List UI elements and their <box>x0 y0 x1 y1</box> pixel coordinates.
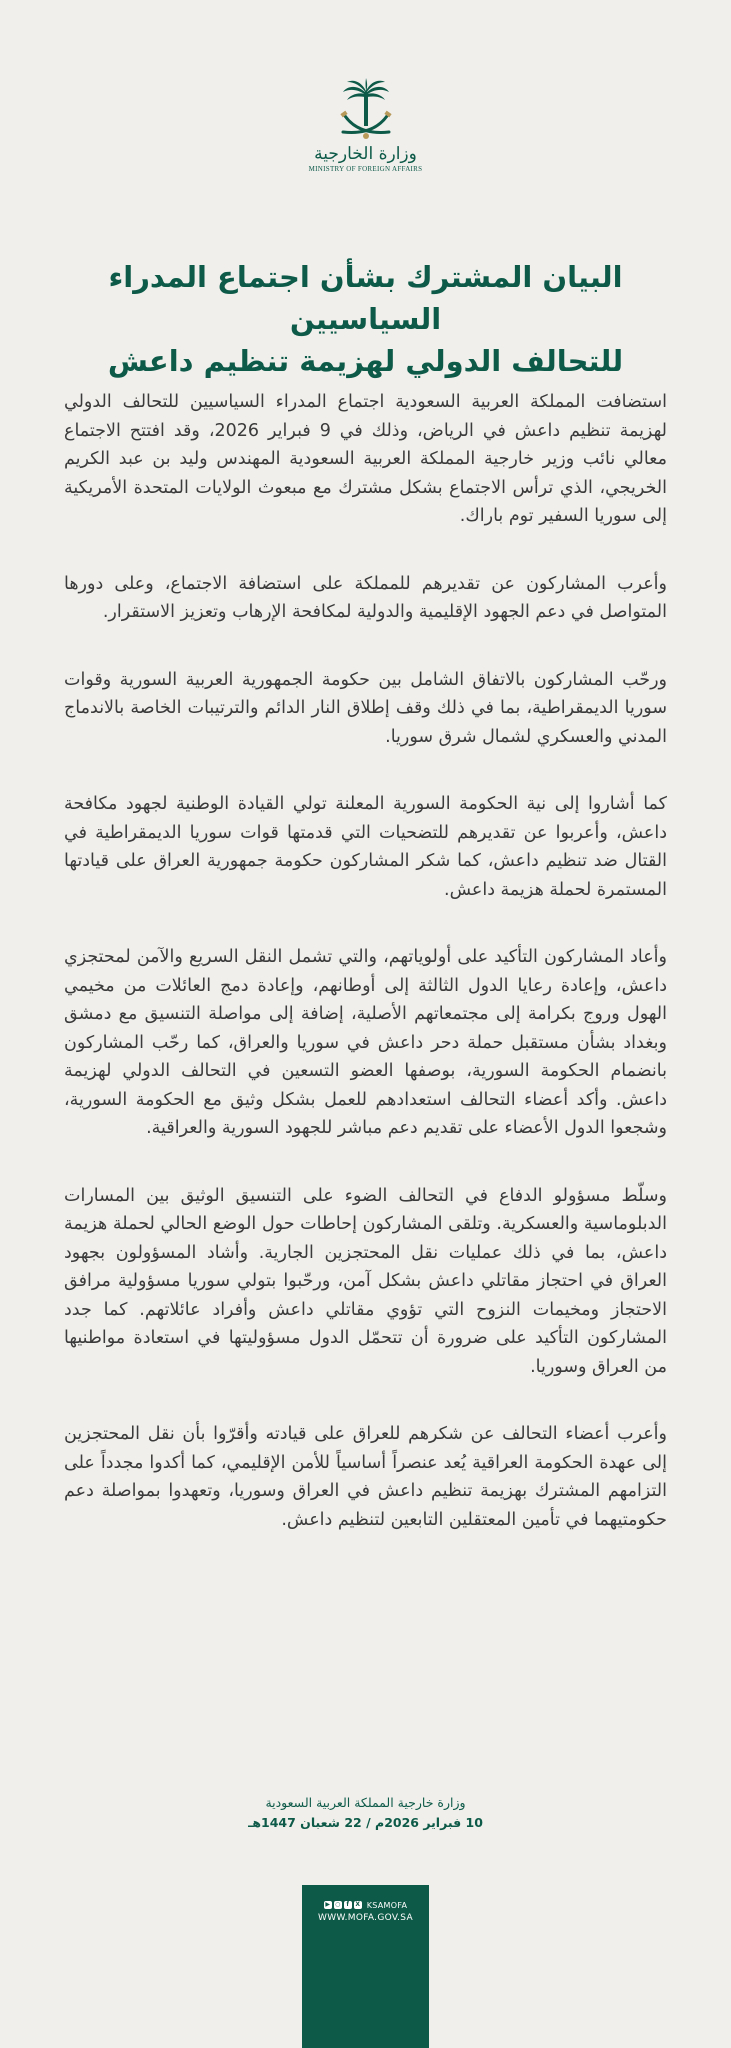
signature-date: 10 فبراير 2026م / 22 شعبان 1447هـ <box>248 1815 483 1830</box>
website-link[interactable]: WWW.MOFA.GOV.SA <box>318 1913 413 1923</box>
paragraph: وأعرب المشاركون عن تقديرهم للمملكة على استضافة الاجتماع، وعلى دورها المتواصل في دعم الجهود الإقليمية والدولية لمكافحة الإرهاب وتعزيز الاستقرار. <box>64 573 667 622</box>
title-line-1: البيان المشترك بشأن اجتماع المدراء السياسيين <box>108 260 623 336</box>
statement-body <box>64 388 667 1573</box>
social-icons-row <box>302 1899 429 1911</box>
facebook-icon[interactable]: f <box>344 1901 352 1909</box>
signature-organization: وزارة خارجية المملكة العربية السعودية <box>265 1795 466 1810</box>
instagram-icon[interactable]: ○ <box>335 1901 341 1908</box>
paragraph: استضافت المملكة العربية السعودية اجتماع المدراء السياسيين للتحالف الدولي لهزيمة تنظيم داعش في الرياض، وذلك في 9 فبراير 2026، وقد افتتح الاجتماع معالي نائب وزير خارجية المملكة العربية السعودية المهندس وليد بن عبد الكريم الخريجي، الذي ترأس الاجتماع بشكل مشترك مع مبعوث الولايات المتحدة الأمريكية إلى سوريا السفير توم باراك. <box>64 392 667 526</box>
social-handle[interactable]: KSAMOFA <box>366 1900 408 1910</box>
ministry-emblem <box>0 78 731 173</box>
footer-contact-box <box>302 1885 429 2048</box>
paragraph: وسلّط مسؤولو الدفاع في التحالف الضوء على التنسيق الوثيق بين المسارات الدبلوماسية والعسكرية. وتلقى المشاركون إحاطات حول الوضع الحالي لحملة هزيمة داعش، بما في ذلك عمليات نقل المحتجزين الجارية. وأشاد المسؤولون بجهود العراق في احتجاز مقاتلي داعش بشكل آمن، ورحّبوا بتولي سوريا مسؤولية مرافق الاحتجاز ومخيمات النزوح التي تؤوي مقاتلي داعش وأفراد عائلاتهم. كما جدد المشاركون التأكيد على ضرورة أن تتحمّل الدول مسؤوليتها في استعادة مواطنيها من العراق وسوريا. <box>64 1185 667 1377</box>
ministry-name-english: MINISTRY OF FOREIGN AFFAIRS <box>308 165 423 173</box>
paragraph: ورحّب المشاركون بالاتفاق الشامل بين حكومة الجمهورية العربية السورية وقوات سوريا الديمقراطية، بما في ذلك وقف إطلاق النار الدائم والترتيبات الخاصة بالاندماج المدني والعسكري لشمال شرق سوريا. <box>64 669 667 747</box>
x-icon[interactable]: X <box>355 1901 361 1908</box>
paragraph: كما أشاروا إلى نية الحكومة السورية المعلنة تولي القيادة الوطنية لجهود مكافحة داعش، وأعربوا عن تقديرهم للتضحيات التي قدمتها قوات سوريا الديمقراطية في القتال ضد تنظيم داعش، كما شكر المشاركون حكومة جمهورية العراق على قيادتها المستمرة لحملة هزيمة داعش. <box>64 794 667 900</box>
youtube-icon[interactable]: ▶ <box>325 1901 331 1908</box>
saudi-emblem-icon <box>335 78 397 142</box>
title-line-2: للتحالف الدولي لهزيمة تنظيم داعش <box>107 344 624 378</box>
paragraph: وأعرب أعضاء التحالف عن شكرهم للعراق على قيادته وأقرّوا بأن نقل المحتجزين إلى عهدة الحكومة العراقية يُعد عنصراً أساسياً للأمن الإقليمي، كما أكدوا مجدداً على التزامهم المشترك بهزيمة تنظيم داعش في العراق وسوريا، وتعهدوا بمواصلة دعم حكومتيهما في تأمين المعتقلين التابعين لتنظيم داعش. <box>64 1424 667 1530</box>
signature-block <box>0 1793 731 1833</box>
statement-title <box>40 256 691 382</box>
ministry-name-arabic: وزارة الخارجية <box>314 144 417 164</box>
paragraph: وأعاد المشاركون التأكيد على أولوياتهم، والتي تشمل النقل السريع والآمن لمحتجزي داعش، وإعادة رعايا الدول الثالثة إلى أوطانهم، وإعادة دمج العائلات من مخيمي الهول وروج بكرامة إلى مجتمعاتهم الأصلية، إضافة إلى مواصلة التنسيق مع دمشق وبغداد بشأن مستقبل حملة دحر داعش في سوريا والعراق، كما رحّب المشاركون بانضمام الحكومة السورية، بوصفها العضو التسعين في التحالف الدولي لهزيمة داعش. وأكد أعضاء التحالف استعدادهم للعمل بشكل وثيق مع الحكومة السورية، وشجعوا الدول الأعضاء على تقديم دعم مباشر للجهود السورية والعراقية. <box>64 947 667 1138</box>
